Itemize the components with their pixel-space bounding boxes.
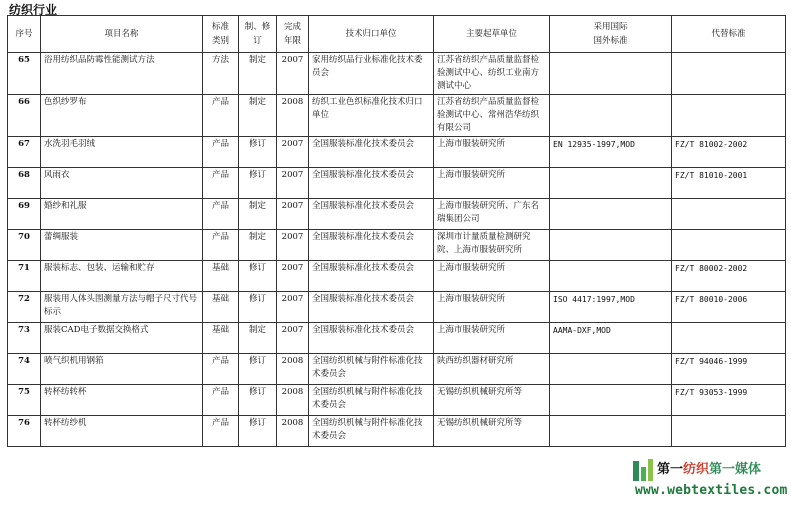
cell-drafter: 江苏省纺织产品质量监督检验测试中心、纺织工业南方测试中心 — [434, 53, 550, 95]
header-revision-line1: 制、修 — [244, 22, 271, 32]
cell-name: 转杯纺纱机 — [41, 416, 203, 447]
watermark-slogan — [657, 458, 761, 477]
cell-dept: 全国服装标准化技术委员会 — [309, 199, 434, 230]
cell-drafter: 上海市服装研究所 — [434, 323, 550, 354]
cell-drafter: 无锡纺织机械研究所等 — [434, 416, 550, 447]
cell-replace — [672, 323, 786, 354]
table-header-row — [8, 16, 786, 53]
header-dept: 技术归口单位 — [309, 16, 434, 53]
cell-replace: FZ/T 81010-2001 — [672, 168, 786, 199]
cell-year: 2007 — [277, 323, 309, 354]
cell-year: 2007 — [277, 137, 309, 168]
cell-intl — [550, 53, 672, 95]
cell-revision: 修订 — [239, 416, 277, 447]
cell-revision: 修订 — [239, 292, 277, 323]
cell-revision: 制定 — [239, 323, 277, 354]
header-year — [277, 16, 309, 53]
header-seq: 序号 — [8, 16, 41, 53]
cell-intl: AAMA-DXF,MOD — [550, 323, 672, 354]
cell-revision: 制定 — [239, 199, 277, 230]
header-std-type-line2: 类别 — [211, 36, 229, 46]
table-body — [8, 53, 786, 447]
table-row — [8, 354, 786, 385]
cell-intl — [550, 230, 672, 261]
cell-year: 2007 — [277, 53, 309, 95]
cell-seq: 76 — [8, 416, 41, 447]
cell-year: 2007 — [277, 292, 309, 323]
cell-drafter: 上海市服装研究所 — [434, 292, 550, 323]
header-std-type — [203, 16, 239, 53]
cell-seq: 72 — [8, 292, 41, 323]
watermark-part2: 纺织 — [683, 462, 710, 477]
table-row — [8, 53, 786, 95]
table-row — [8, 168, 786, 199]
cell-type: 方法 — [203, 53, 239, 95]
table-row — [8, 199, 786, 230]
table-row — [8, 323, 786, 354]
cell-name: 浴用纺织品防霉性能测试方法 — [41, 53, 203, 95]
cell-replace: FZ/T 80002-2002 — [672, 261, 786, 292]
cell-year: 2007 — [277, 168, 309, 199]
cell-name: 服装CAD电子数据交换格式 — [41, 323, 203, 354]
cell-replace — [672, 199, 786, 230]
cell-replace: FZ/T 94046-1999 — [672, 354, 786, 385]
cell-year: 2008 — [277, 385, 309, 416]
cell-drafter: 江苏省纺织产品质量监督检验测试中心、常州浩华纺织有限公司 — [434, 95, 550, 137]
cell-revision: 制定 — [239, 95, 277, 137]
cell-intl: ISO 4417:1997,MOD — [550, 292, 672, 323]
cell-intl — [550, 95, 672, 137]
cell-revision: 修订 — [239, 168, 277, 199]
cell-year: 2008 — [277, 354, 309, 385]
cell-name: 喷气织机用钢筘 — [41, 354, 203, 385]
cell-name: 服装标志、包装、运输和贮存 — [41, 261, 203, 292]
cell-seq: 75 — [8, 385, 41, 416]
cell-drafter: 上海市服装研究所 — [434, 137, 550, 168]
watermark-url: www.webtextiles.com — [635, 483, 788, 498]
watermark-part1: 第一 — [657, 462, 684, 477]
cell-intl — [550, 261, 672, 292]
cell-type: 基础 — [203, 292, 239, 323]
header-replace: 代替标准 — [672, 16, 786, 53]
cell-replace — [672, 53, 786, 95]
cell-drafter: 深圳市计量质量检测研究院、上海市服装研究所 — [434, 230, 550, 261]
cell-seq: 65 — [8, 53, 41, 95]
cell-dept: 全国服装标准化技术委员会 — [309, 168, 434, 199]
cell-revision: 修订 — [239, 137, 277, 168]
cell-dept: 全国服装标准化技术委员会 — [309, 230, 434, 261]
cell-dept: 全国纺织机械与附件标准化技术委员会 — [309, 385, 434, 416]
cell-replace — [672, 230, 786, 261]
cell-seq: 67 — [8, 137, 41, 168]
cell-seq: 73 — [8, 323, 41, 354]
header-intl-line1: 采用国际 — [593, 22, 628, 32]
cell-revision: 修订 — [239, 354, 277, 385]
cell-dept: 全国服装标准化技术委员会 — [309, 261, 434, 292]
cell-replace: FZ/T 80010-2006 — [672, 292, 786, 323]
watermark-part3: 第一媒体 — [709, 462, 762, 477]
header-intl — [550, 16, 672, 53]
cell-intl — [550, 199, 672, 230]
cell-name: 婚纱和礼服 — [41, 199, 203, 230]
cell-drafter: 陕西纺织器材研究所 — [434, 354, 550, 385]
webtextiles-logo-icon — [631, 457, 655, 485]
header-year-line1: 完成 — [283, 22, 301, 32]
cell-name: 色织纱罗布 — [41, 95, 203, 137]
cell-drafter: 上海市服装研究所、广东名瑞集团公司 — [434, 199, 550, 230]
cell-type: 产品 — [203, 354, 239, 385]
watermark — [631, 455, 789, 507]
cell-seq: 71 — [8, 261, 41, 292]
cell-seq: 68 — [8, 168, 41, 199]
cell-intl — [550, 168, 672, 199]
cell-drafter: 上海市服装研究所 — [434, 261, 550, 292]
table-row — [8, 95, 786, 137]
cell-year: 2007 — [277, 261, 309, 292]
cell-type: 产品 — [203, 230, 239, 261]
cell-type: 产品 — [203, 137, 239, 168]
table-row — [8, 385, 786, 416]
cell-type: 产品 — [203, 385, 239, 416]
header-year-line2: 年限 — [283, 36, 301, 46]
cell-drafter: 上海市服装研究所 — [434, 168, 550, 199]
cell-dept: 全国纺织机械与附件标准化技术委员会 — [309, 416, 434, 447]
cell-dept: 家用纺织品行业标准化技术委员会 — [309, 53, 434, 95]
cell-name: 转杯纺转杯 — [41, 385, 203, 416]
table-row — [8, 292, 786, 323]
cell-name: 服装用人体头围测量方法与帽子尺寸代号标示 — [41, 292, 203, 323]
cell-type: 基础 — [203, 323, 239, 354]
cell-seq: 74 — [8, 354, 41, 385]
cell-dept: 全国服装标准化技术委员会 — [309, 137, 434, 168]
table-row — [8, 416, 786, 447]
cell-year: 2007 — [277, 230, 309, 261]
cell-dept: 全国服装标准化技术委员会 — [309, 323, 434, 354]
header-drafter: 主要起草单位 — [434, 16, 550, 53]
cell-seq: 69 — [8, 199, 41, 230]
cell-intl — [550, 416, 672, 447]
table-row — [8, 230, 786, 261]
cell-seq: 70 — [8, 230, 41, 261]
cell-replace — [672, 416, 786, 447]
cell-intl — [550, 354, 672, 385]
cell-revision: 修订 — [239, 261, 277, 292]
cell-replace: FZ/T 81002-2002 — [672, 137, 786, 168]
header-name: 项目名称 — [41, 16, 203, 53]
cell-dept: 全国纺织机械与附件标准化技术委员会 — [309, 354, 434, 385]
cell-type: 基础 — [203, 261, 239, 292]
cell-name: 蕾绸服装 — [41, 230, 203, 261]
cell-drafter: 无锡纺织机械研究所等 — [434, 385, 550, 416]
cell-replace: FZ/T 93053-1999 — [672, 385, 786, 416]
cell-year: 2008 — [277, 416, 309, 447]
header-std-type-line1: 标准 — [211, 22, 229, 32]
cell-name: 风雨衣 — [41, 168, 203, 199]
standards-table — [7, 15, 786, 447]
cell-year: 2007 — [277, 199, 309, 230]
section-title: 纺织行业 — [9, 3, 58, 17]
cell-year: 2008 — [277, 95, 309, 137]
cell-type: 产品 — [203, 95, 239, 137]
cell-replace — [672, 95, 786, 137]
cell-name: 水洗羽毛羽绒 — [41, 137, 203, 168]
cell-type: 产品 — [203, 199, 239, 230]
header-revision — [239, 16, 277, 53]
cell-revision: 修订 — [239, 385, 277, 416]
table-row — [8, 261, 786, 292]
cell-type: 产品 — [203, 168, 239, 199]
cell-seq: 66 — [8, 95, 41, 137]
cell-revision: 制定 — [239, 53, 277, 95]
cell-intl — [550, 385, 672, 416]
header-revision-line2: 订 — [253, 36, 262, 46]
cell-dept: 纺织工业色织标准化技术归口单位 — [309, 95, 434, 137]
cell-type: 产品 — [203, 416, 239, 447]
header-intl-line2: 国外标准 — [593, 36, 628, 46]
cell-dept: 全国服装标准化技术委员会 — [309, 292, 434, 323]
cell-intl: EN 12935-1997,MOD — [550, 137, 672, 168]
table-row — [8, 137, 786, 168]
cell-revision: 制定 — [239, 230, 277, 261]
